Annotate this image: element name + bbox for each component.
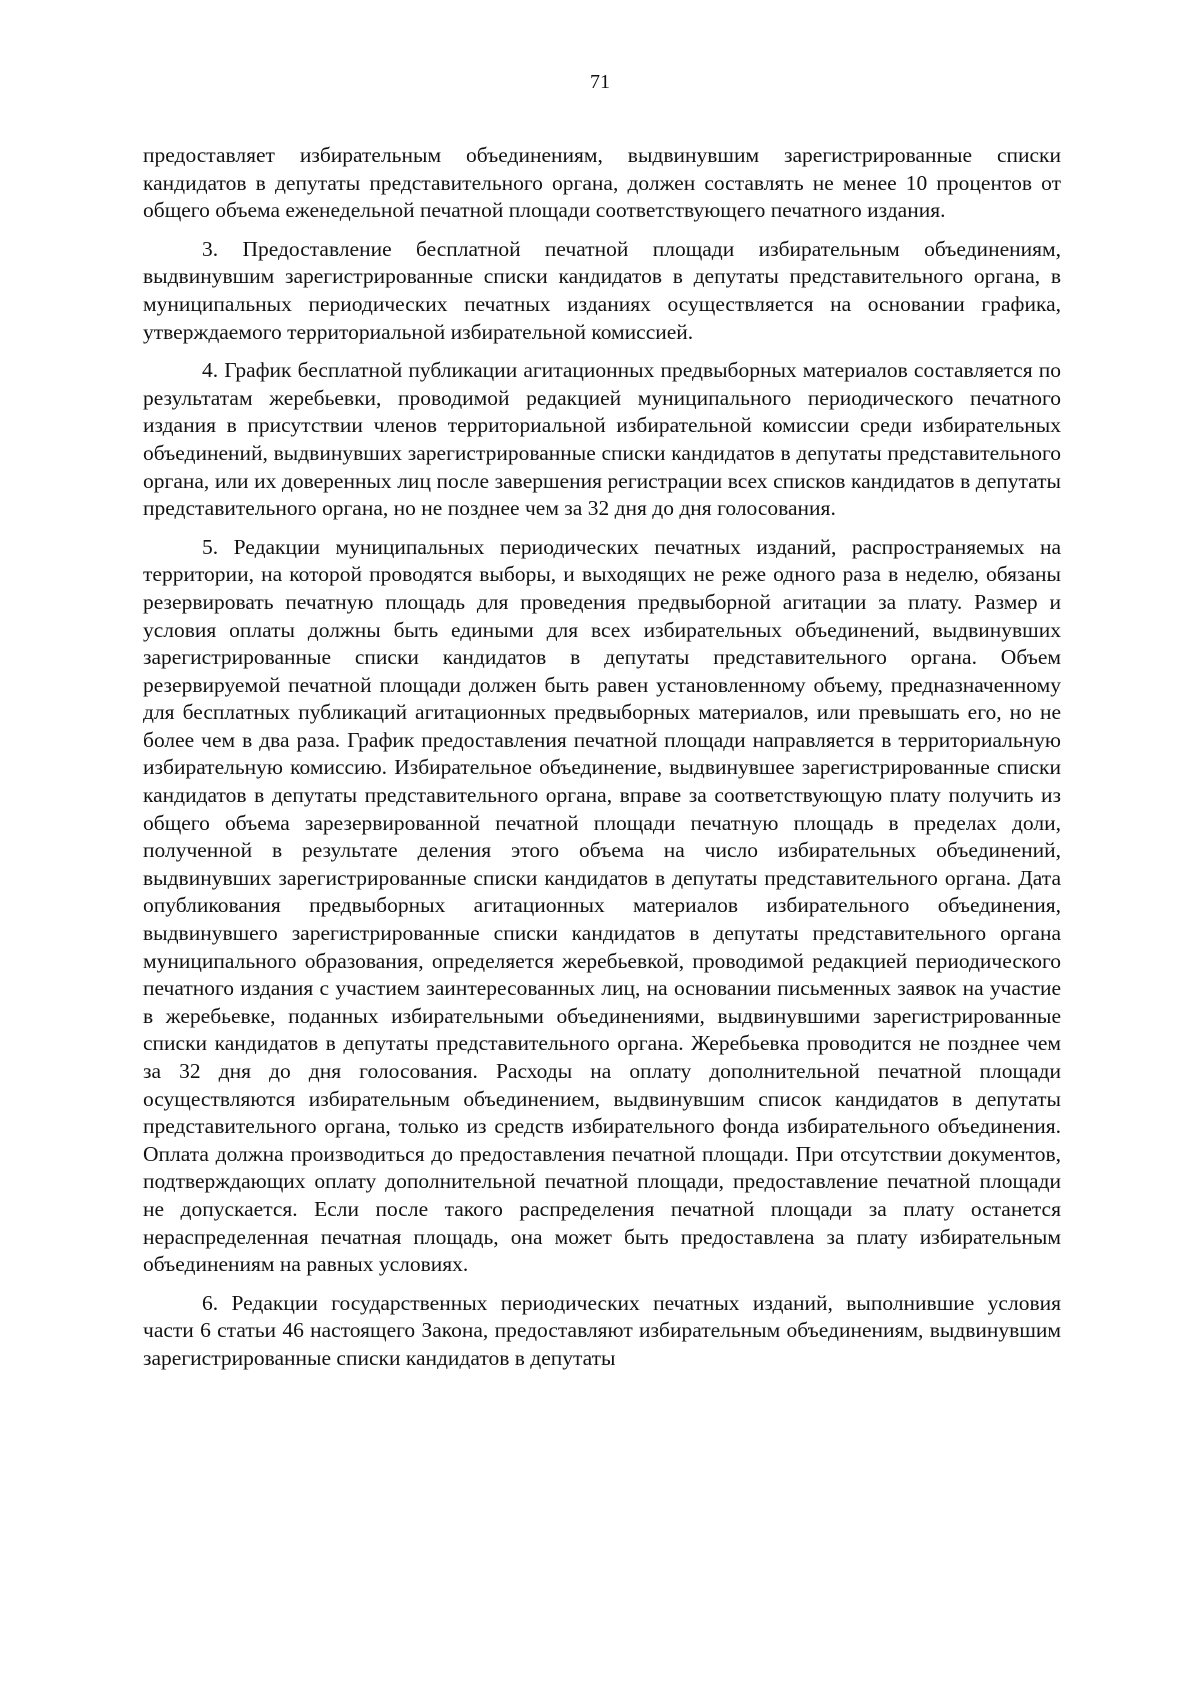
- paragraph-6: 6. Редакции государственных периодических печатных изданий, выполнившие условия части 6 статьи 46 настоящего Закона, предоставляют избирательным объединениям, выдвинувшим зарегистрированные списки кандидатов в депутаты: [143, 1290, 1061, 1370]
- paragraph-4: 4. График бесплатной публикации агитационных предвыборных материалов составляется по результатам жеребьевки, проводимой редакцией муниципального периодического печатного издания в присутствии членов территориальной избирательной комиссии среди избирательных объединений, выдвинувших зарегистрированные списки кандидатов в депутаты представительного органа, или их доверенных лиц после завершения регистрации всех списков кандидатов в депутаты представительного органа, но не позднее чем за 32 дня до дня голосования.: [143, 358, 1061, 521]
- page-number: 71: [590, 71, 610, 93]
- paragraph-5: 5. Редакции муниципальных периодических печатных изданий, распространяемых на территории, на которой проводятся выборы, и выходящих не реже одного раза в неделю, обязаны резервировать печатную площадь для проведения предвыборной агитации за плату. Размер и условия оплаты должны быть едиными для всех избирательных объединений, выдвинувших зарегистрированные списки кандидатов в депутаты представительного органа. Объем резервируемой печатной площади должен быть равен установленному объему, предназначенному для бесплатных публикаций агитационных предвыборных материалов, или превышать его, но не более чем в два раза. График предоставления печатной площади направляется в территориальную избирательную комиссию. Избирательное объединение, выдвинувшее зарегистрированные списки кандидатов в депутаты представительного органа, вправе за соответствующую плату получить из общего объема зарезервированной печатной площади печатную площадь в пределах доли, полученной в результате деления этого объема на число избирательных объединений, выдвинувших зарегистрированные списки кандидатов в депутаты представительного органа. Дата опубликования предвыборных агитационных материалов избирательного объединения, выдвинувшего зарегистрированные списки кандидатов в депутаты представительного органа муниципального образования, определяется жеребьевкой, проводимой редакцией периодического печатного издания с участием заинтересованных лиц, на основании письменных заявок на участие в жеребьевке, поданных избирательными объединениями, выдвинувшими зарегистрированные списки кандидатов в депутаты представительного органа. Жеребьевка проводится не позднее чем за 32 дня до дня голосования. Расходы на оплату дополнительной печатной площади осуществляются избирательным объединением, выдвинувшим список кандидатов в депутаты представительного органа, только из средств избирательного фонда избирательного объединения. Оплата должна производиться до предоставления печатной площади. При отсутствии документов, подтверждающих оплату дополнительной печатной площади, предоставление печатной площади не допускается. Если после такого распределения печатной площади за плату останется нераспределенная печатная площадь, она может быть предоставлена за плату избирательным объединениям на равных условиях.: [143, 534, 1061, 1277]
- paragraph-continuation: предоставляет избирательным объединениям, выдвинувшим зарегистрированные списки кандидатов в депутаты представительного органа, должен составлять не менее 10 процентов от общего объема еженедельной печатной площади соответствующего печатного издания.: [143, 143, 1061, 223]
- document-body: [143, 142, 1061, 1384]
- paragraph-3: 3. Предоставление бесплатной печатной площади избирательным объединениям, выдвинувшим зарегистрированные списки кандидатов в депутаты представительного органа, в муниципальных периодических печатных изданиях осуществляется на основании графика, утверждаемого территориальной избирательной комиссией.: [143, 236, 1061, 344]
